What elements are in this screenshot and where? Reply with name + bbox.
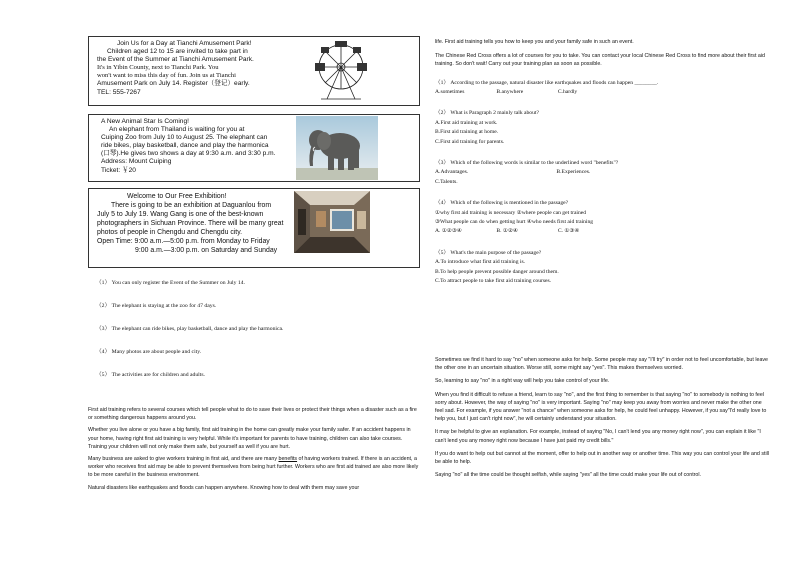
option-b[interactable]: B.Experiences. [556, 169, 591, 176]
option-c[interactable]: C. ①③④ [557, 228, 580, 235]
animal-star-ad [88, 114, 420, 182]
ad-line: 9:00 a.m.—3:00 p.m. on Saturday and Sunday [135, 247, 278, 254]
ad-line: won't want to miss this day of fun. Join us at Tianchi [97, 72, 236, 80]
ferris-wheel-illustration [301, 39, 377, 103]
question-stem: （1） According to the passage, natural disaster like earthquakes and floods can happen ________. [435, 79, 659, 86]
question-options [435, 168, 770, 177]
option-a[interactable]: A.Advantages. [435, 169, 469, 176]
statement-1: （1） You can only register the Event of the Summer on July 14. [96, 280, 246, 286]
amusement-park-ad-title: Join Us for a Day at Tianchi Amusement Park! [117, 40, 252, 47]
passage-paragraph: The Chinese Red Cross offers a lot of courses for you to take. You can contact your local Chinese Red Cross to find more about their first aid training. So don't wait! Carry out your training plan as soon as possible. [435, 53, 765, 68]
passage-paragraph: Whether you live alone or you have a big family, first aid training in the home can greatly make your family safer. If an accident happens in your home, having right first aid training is very helpful. While it's important for parents to have training, children can also take courses. Training your children will not only make them safe, but yourself as well if you are hurt. [88, 427, 411, 450]
question-stem: （5） What's the main purpose of the passage? [435, 249, 542, 256]
animal-star-ad-text [101, 118, 275, 175]
question-2 [435, 109, 770, 147]
option-b[interactable]: B.To help people prevent possible danger around them. [435, 268, 559, 275]
elephant-photo [296, 116, 378, 180]
question-options [435, 227, 770, 236]
ad-line: It's in Yibin County, next to Tianchi Park. You [97, 64, 219, 72]
ad-line: An elephant from Thailand is waiting for you at [109, 126, 245, 134]
exhibition-ad-text [97, 192, 283, 255]
passage-text: of having workers trained. If there is an accident, a worker who receives first aid may be able to prevent themselves from being hurt further. Workers who are first aid trained are also more likely to be more careful in the business environment. [88, 456, 419, 479]
ad-line: TEL: 555-7267 [97, 88, 141, 96]
passage-paragraph: When you find it difficult to refuse a friend, learn to say "no", and the first thing to remember is that saying "no" to somebody is nothing to feel sorry about. However, the way of saying "no" is very important. Saying "no" may keep you away from worries and never make the other one feel sad. For example, if you answer "not a chance" when someone asks for help, he could feel unhappy. However, if you say"I'd really love to help you, but I just can't right now", he will certainly understand your situation. [435, 391, 767, 423]
ad-line: Children aged 12 to 15 are invited to take part in [107, 48, 248, 56]
passage-paragraph: So, learning to say "no" in a right way will help you take control of your life. [435, 378, 610, 385]
animal-star-ad-title: A New Animal Star Is Coming! [101, 118, 189, 125]
question-sub-item: ③What people can do when getting hurt ④who needs first aid training [435, 219, 594, 226]
exhibition-ad-title: Welcome to Our Free Exhibition! [127, 193, 227, 200]
passage-text: Many business are asked to give workers training in first aid, and there are many [88, 456, 279, 463]
statement-4: （4） Many photos are about people and city. [96, 349, 202, 355]
amusement-park-ad-text [97, 40, 254, 97]
question-stem: （3） Which of the following words is similar to the underlined word "benefits"? [435, 160, 619, 167]
saying-no-passage [435, 356, 770, 479]
passage-paragraph: life. First aid training tells you how to keep you and your family safe in such an event. [435, 39, 634, 45]
ad-line: the Event of the Summer at Tianchi Amusement Park. [97, 56, 254, 64]
exhibition-ad [88, 188, 420, 268]
question-5 [435, 249, 770, 287]
passage-paragraph: It may be helpful to give an explanation. For example, instead of saying "No, I can't lend you any money right now", you can explain it like "I can't lend you any money right now because I have just paid my credit bills." [435, 429, 761, 444]
option-a[interactable]: A.sometimes [435, 89, 465, 96]
right-column [435, 38, 770, 479]
question-1 [435, 79, 770, 98]
option-c[interactable]: C.hardly [557, 89, 578, 96]
amusement-park-ad [88, 36, 420, 106]
option-a[interactable]: A. ①②③④ [435, 228, 462, 235]
option-a[interactable]: A.First aid training at work. [435, 119, 498, 126]
true-false-statements [88, 268, 420, 378]
ad-line: Open Time: 9:00 a.m.—5:00 p.m. from Monday to Friday [97, 238, 270, 245]
ad-line: ride bikes, play basketball, dance and play the harmonica [101, 142, 269, 150]
passage-paragraph [88, 455, 420, 480]
option-b[interactable]: B. ①②④ [496, 228, 518, 235]
ad-line: photographers in Sichuan Province. There will be many great [97, 220, 284, 227]
option-b[interactable]: B.anywhere [496, 89, 524, 96]
ad-line: Amusement Park on July 14. Register（登记）early. [97, 80, 250, 88]
passage-paragraph: First aid training refers to several courses which tell people what to do to save their lives or protect their things when a disaster such as a fire or something dangerous happens around you. [88, 407, 417, 422]
passage-paragraph: Saying "no" all the time could be thought selfish, while saying "yes" all the time could make your life out of control. [435, 472, 702, 479]
question-options [435, 88, 770, 97]
option-c[interactable]: C.To attract people to take first aid training courses. [435, 278, 552, 285]
underlined-word-benefits: benefits [278, 456, 298, 463]
ad-line: There is going to be an exhibition at Daguanlou from [111, 202, 272, 209]
ad-line: (口琴).He gives two shows a day at 9:30 a.m. and 3:30 p.m. [101, 150, 276, 158]
option-a[interactable]: A.To introduce what first aid training is. [435, 259, 526, 266]
question-sub-item: ①why first aid training is necessary ②where people can get trained [435, 209, 587, 216]
statement-5: （5） The activities are for children and adults. [96, 372, 205, 378]
passage-paragraph: If you do want to help out but cannot at the moment, offer to help out in another way or another time. This way you can control your life and still be able to help. [435, 450, 769, 466]
option-c[interactable]: C.First aid training for parents. [435, 138, 505, 145]
ad-line: July 5 to July 19. Wang Gang is one of the best-known [97, 211, 264, 218]
statement-2: （2） The elephant is staying at the zoo for 47 days. [96, 303, 217, 309]
ad-line: photos of people in Chengdu and Chengdu city. [97, 229, 243, 236]
first-aid-passage [88, 406, 420, 496]
question-stem: （4） Which of the following is mentioned in the passage? [435, 200, 569, 207]
option-b[interactable]: B.First aid training at home. [435, 129, 499, 136]
statement-3: （3） The elephant can ride bikes, play basketball, dance and play the harmonica. [96, 326, 284, 332]
question-stem: （2） What is Paragraph 2 mainly talk about? [435, 110, 539, 117]
ad-line: Ticket: ￥20 [101, 166, 136, 174]
ad-line: Address: Mount Cuiping [101, 158, 172, 166]
passage-paragraph: Natural disasters like earthquakes and floods can happen anywhere. Knowing how to deal with them may save your [88, 484, 360, 491]
question-3 [435, 159, 770, 187]
ad-line: Cuiping Zoo from July 10 to August 25. The elephant can [101, 134, 268, 142]
gallery-photo [294, 191, 370, 253]
left-column [88, 36, 420, 491]
passage-paragraph: Sometimes we find it hard to say "no" when someone asks for help. Some people may say "I'll try" in order not to feel uncomfortable, but leave the other one in an uncertain situation. Worse still, some might say "yes". This makes themselves worried. [435, 357, 768, 372]
question-4 [435, 199, 770, 237]
option-c[interactable]: C.Talents. [435, 178, 458, 185]
